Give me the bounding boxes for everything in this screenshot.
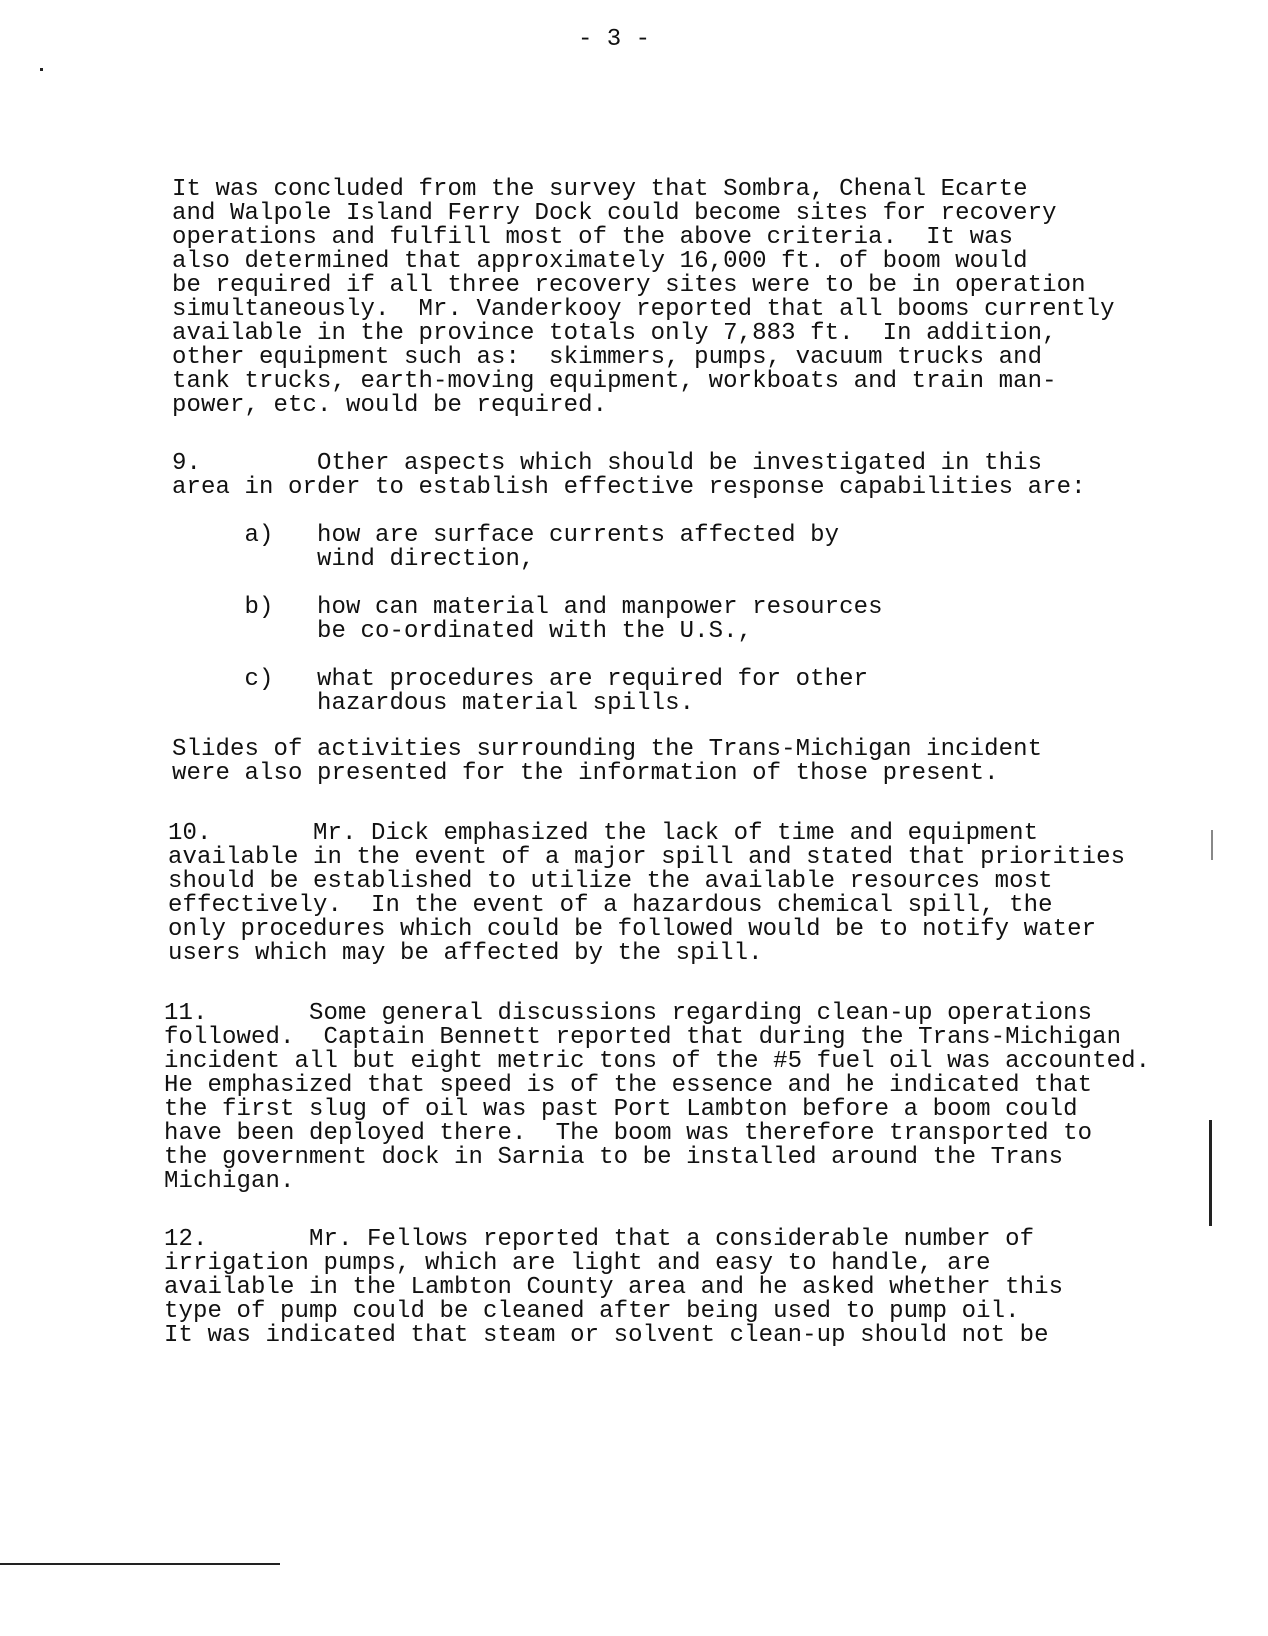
paragraph-12: [164, 1228, 1063, 1348]
text-line: Michigan.: [164, 1168, 295, 1195]
text-line: 9. Other aspects which should be investigated in this: [172, 450, 1043, 477]
text-line: other equipment such as: skimmers, pumps, vacuum trucks and: [172, 344, 1043, 371]
text-line: be co-ordinated with the U.S.,: [172, 618, 753, 645]
text-line: users which may be affected by the spill.: [168, 940, 763, 967]
text-line: operations and fulfill most of the above criteria. It was: [172, 224, 1014, 251]
text-line: It was concluded from the survey that Sombra, Chenal Ecarte: [172, 176, 1028, 203]
text-line: the government dock in Sarnia to be installed around the Trans: [164, 1144, 1064, 1171]
text-line: also determined that approximately 16,000 ft. of boom would: [172, 248, 1028, 275]
paragraph-slides: [172, 738, 1042, 786]
margin-mark: [1211, 830, 1213, 860]
list-item-c: [172, 668, 868, 716]
text-line: available in the province totals only 7,883 ft. In addition,: [172, 320, 1057, 347]
text-line: the first slug of oil was past Port Lambton before a boom could: [164, 1096, 1078, 1123]
paragraph-10: [168, 822, 1125, 966]
text-line: and Walpole Island Ferry Dock could become sites for recovery: [172, 200, 1057, 227]
speck: [40, 68, 43, 71]
text-line: irrigation pumps, which are light and easy to handle, are: [164, 1250, 991, 1277]
paragraph-11: [164, 1002, 1150, 1194]
text-line: 10. Mr. Dick emphasized the lack of time and equipment: [168, 820, 1039, 847]
paragraph-intro: [172, 178, 1115, 418]
paragraph-9: [172, 452, 1086, 500]
text-line: tank trucks, earth-moving equipment, workboats and train man-: [172, 368, 1057, 395]
margin-mark: [1209, 1120, 1212, 1226]
text-line: hazardous material spills.: [172, 690, 695, 717]
text-line: a) how are surface currents affected by: [172, 522, 840, 549]
list-item-a: [172, 524, 839, 572]
text-line: 11. Some general discussions regarding clean-up operations: [164, 1000, 1093, 1027]
text-line: incident all but eight metric tons of the #5 fuel oil was accounted.: [164, 1048, 1151, 1075]
text-line: area in order to establish effective response capabilities are:: [172, 474, 1086, 501]
text-line: followed. Captain Bennett reported that during the Trans-Michigan: [164, 1024, 1122, 1051]
text-line: should be established to utilize the available resources most: [168, 868, 1053, 895]
text-line: He emphasized that speed is of the essence and he indicated that: [164, 1072, 1093, 1099]
text-line: power, etc. would be required.: [172, 392, 608, 419]
text-line: effectively. In the event of a hazardous chemical spill, the: [168, 892, 1053, 919]
text-line: were also presented for the information of those present.: [172, 760, 999, 787]
text-line: Slides of activities surrounding the Trans-Michigan incident: [172, 736, 1043, 763]
text-line: It was indicated that steam or solvent clean-up should not be: [164, 1322, 1049, 1349]
text-line: c) what procedures are required for other: [172, 666, 869, 693]
text-line: 12. Mr. Fellows reported that a considerable number of: [164, 1226, 1035, 1253]
text-line: simultaneously. Mr. Vanderkooy reported that all booms currently: [172, 296, 1115, 323]
list-item-b: [172, 596, 883, 644]
page-number: - 3 -: [578, 26, 651, 53]
footer-rule: [0, 1563, 280, 1565]
text-line: available in the event of a major spill and stated that priorities: [168, 844, 1126, 871]
text-line: only procedures which could be followed would be to notify water: [168, 916, 1097, 943]
text-line: wind direction,: [172, 546, 535, 573]
text-line: available in the Lambton County area and he asked whether this: [164, 1274, 1064, 1301]
text-line: be required if all three recovery sites were to be in operation: [172, 272, 1086, 299]
text-line: have been deployed there. The boom was therefore transported to: [164, 1120, 1093, 1147]
text-line: type of pump could be cleaned after being used to pump oil.: [164, 1298, 1020, 1325]
text-line: b) how can material and manpower resources: [172, 594, 883, 621]
